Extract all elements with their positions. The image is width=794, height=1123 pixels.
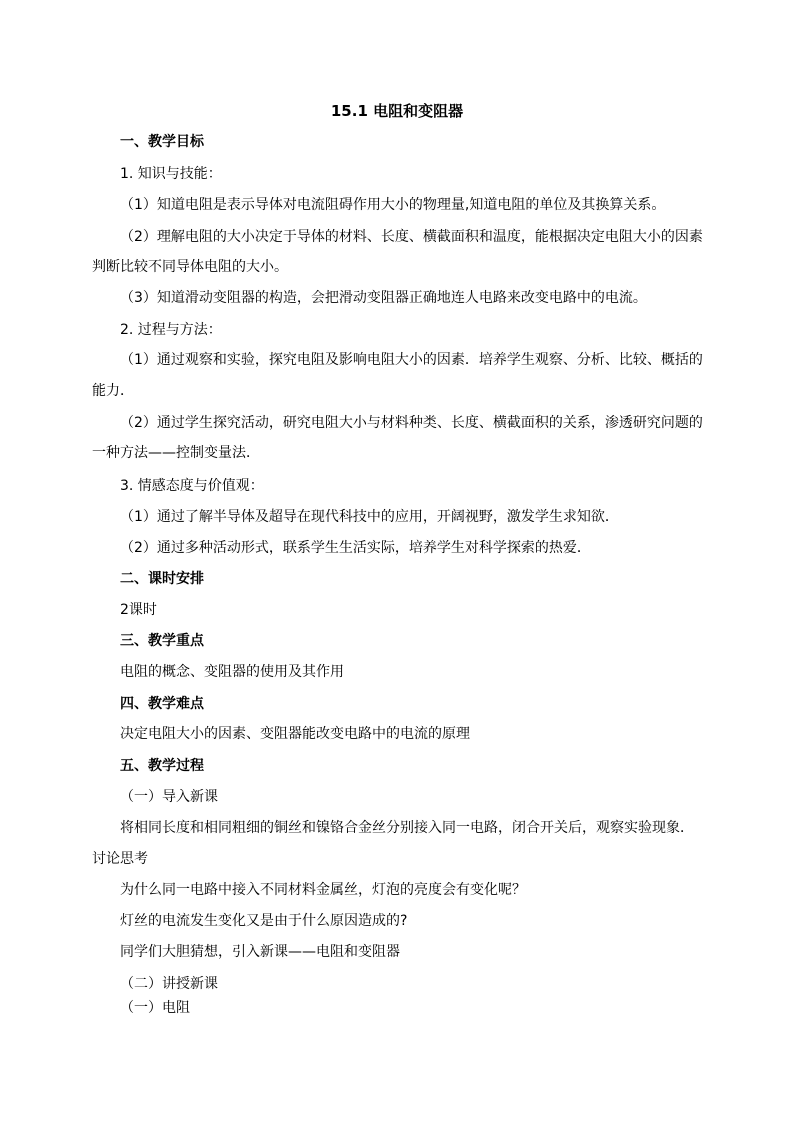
- subheading-process: 2. 过程与方法：: [120, 322, 222, 338]
- subheading-attitude: 3. 情感态度与价值观：: [120, 478, 264, 494]
- paragraph-line: 为什么同一电路中接入不同材料金属丝，灯泡的亮度会有变化呢？: [120, 882, 526, 898]
- paragraph-line: 2课时: [120, 602, 157, 618]
- paragraph-line: 将相同长度和相同粗细的铜丝和镍铬合金丝分别接入同一电路，闭合开关后，观察实验现象．: [120, 820, 694, 836]
- paragraph-line: 同学们大胆猜想，引入新课——电阻和变阻器: [120, 944, 400, 960]
- document-title: 15.1 电阻和变阻器: [330, 102, 464, 120]
- paragraph-line: （1）通过了解半导体及超导在现代科技中的应用，开阔视野，激发学生求知欲．: [120, 509, 619, 525]
- section-heading-process: 五、教学过程: [120, 758, 204, 774]
- paragraph-line: （1）通过观察和实验，探究电阻及影响电阻大小的因素．培养学生观察、分析、比较、概括的: [120, 352, 703, 368]
- subheading-intro: （一）导入新课: [120, 789, 218, 805]
- subheading-knowledge: 1. 知识与技能：: [120, 166, 222, 182]
- paragraph-line: （3）知道滑动变阻器的构造，会把滑动变阻器正确地连人电路来改变电路中的电流。: [120, 290, 647, 306]
- paragraph-line: 灯丝的电流发生变化又是由于什么原因造成的?: [120, 913, 408, 929]
- paragraph-line: （2）通过学生探究活动，研究电阻大小与材料种类、长度、横截面积的关系，渗透研究问题的: [120, 415, 703, 431]
- section-heading-key-points: 三、教学重点: [120, 633, 204, 649]
- paragraph-line: 电阻的概念、变阻器的使用及其作用: [120, 664, 344, 680]
- paragraph-line: （1）知道电阻是表示导体对电流阻碍作用大小的物理量,知道电阻的单位及其换算关系。: [120, 197, 666, 213]
- paragraph-line: （2）通过多种活动形式，联系学生生活实际，培养学生对科学探索的热爱．: [120, 540, 591, 556]
- paragraph-line: （2）理解电阻的大小决定于导体的材料、长度、横截面积和温度，能根据决定电阻大小的因素: [120, 229, 703, 245]
- paragraph-line: 讨论思考: [92, 851, 148, 867]
- section-heading-difficulties: 四、教学难点: [120, 696, 204, 712]
- paragraph-line: 能力．: [92, 383, 134, 399]
- subheading-new-lesson: （二）讲授新课: [120, 976, 218, 992]
- section-heading-schedule: 二、课时安排: [120, 571, 204, 587]
- section-heading-objectives: 一、教学目标: [120, 134, 204, 150]
- subheading-resistance: （一）电阻: [120, 1000, 190, 1016]
- paragraph-line: 决定电阻大小的因素、变阻器能改变电路中的电流的原理: [120, 726, 470, 742]
- paragraph-line: 判断比较不同导体电阻的大小。: [92, 259, 288, 275]
- paragraph-line: 一种方法——控制变量法．: [92, 445, 260, 461]
